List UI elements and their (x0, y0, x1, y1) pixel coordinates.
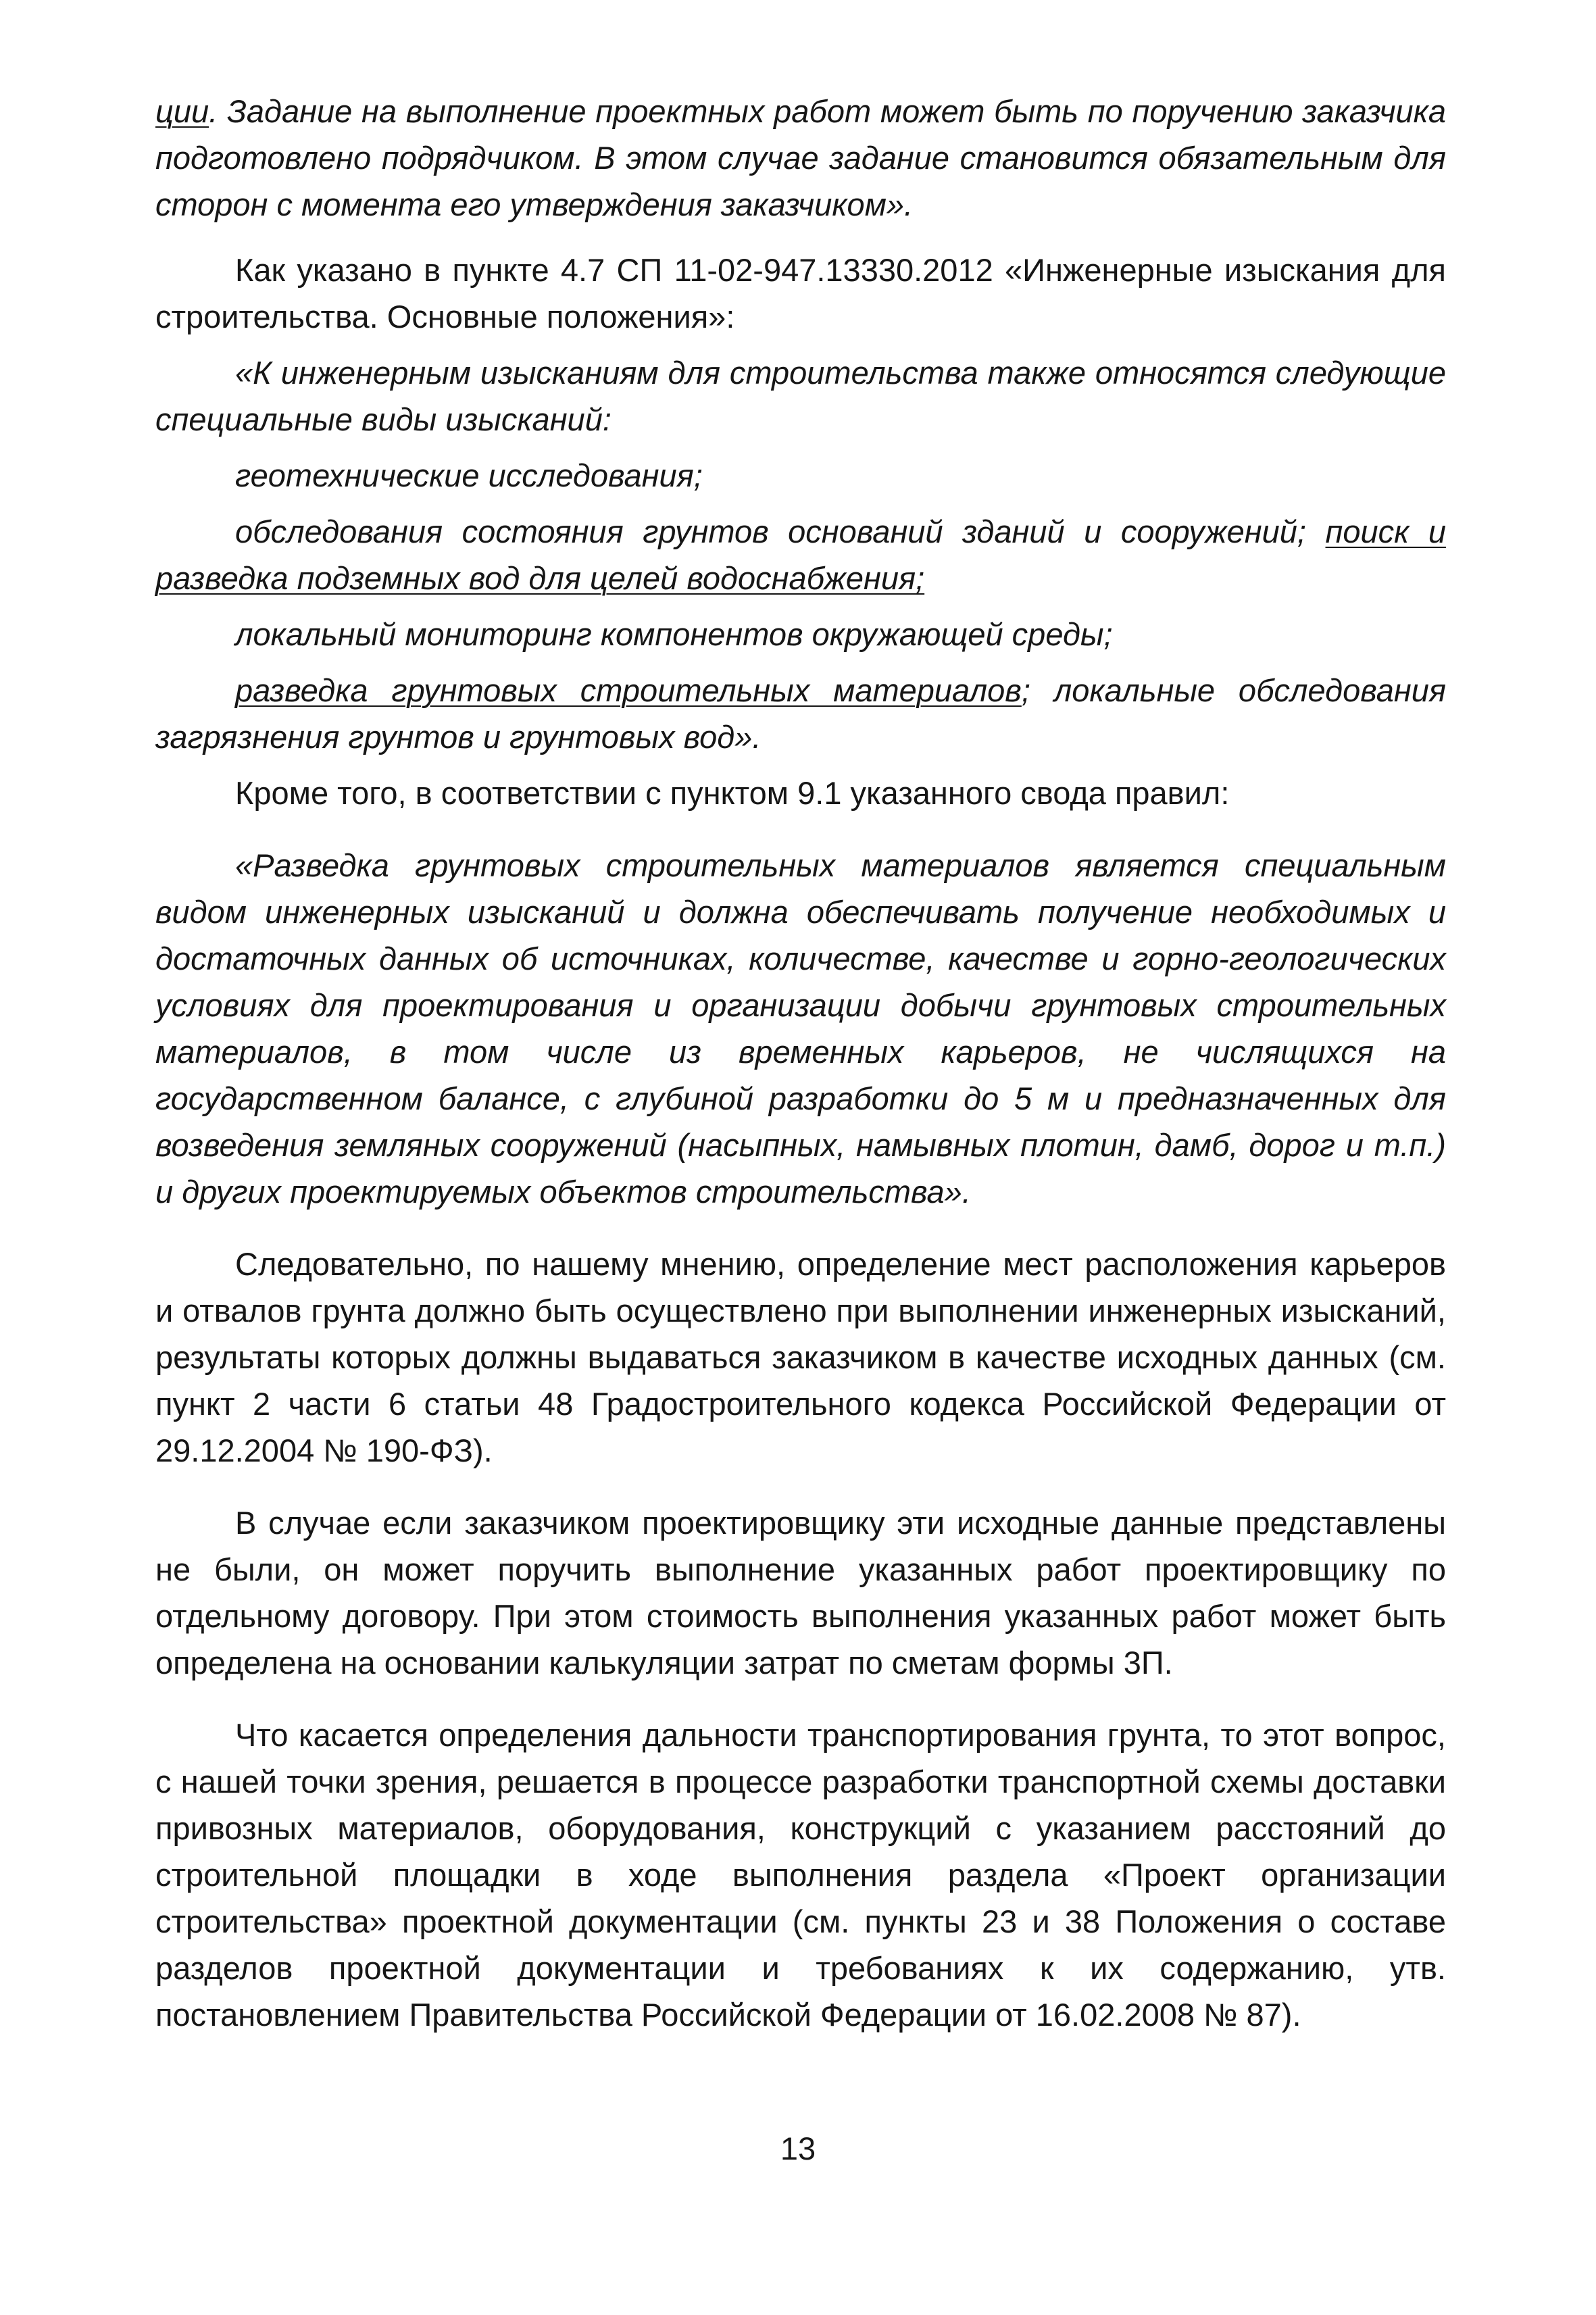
quote-item-soil-survey (155, 508, 1446, 601)
underlined-materials: разведка грунтовых строительных материалов (235, 672, 1022, 708)
continuation-paragraph (155, 88, 1446, 228)
rule-reference-paragraph: Кроме того, в соответствии с пунктом 9.1 указанного свода правил: (235, 775, 1230, 811)
page-number: 13 (780, 2131, 816, 2166)
quote-item-monitoring: локальный мониторинг компонентов окружающей среды; (235, 616, 1113, 652)
quote-item-soil-survey-text: обследования состояния грунтов оснований зданий и сооружений; (235, 514, 1326, 549)
quote-materials-definition: «Разведка грунтовых строительных материалов является специальным видом инженерных изысканий и должна обеспечивать получение необходимых и достаточных данных об источниках, количестве, качестве и горно-геологических условиях для проектирования и организации добычи грунтовых строительных материалов, в том числе из временных карьеров, не числящихся на государственном балансе, с глубиной разработки до 5 м и предназначенных для возведения земляных сооружений (насыпных, намывных плотин, дамб, дорог и т.п.) и других проектируемых объектов строительства». (155, 847, 1446, 1210)
contract-paragraph: В случае если заказчиком проектировщику эти исходные данные представлены не были, он может поручить выполнение указанных работ проектировщику по отдельному договору. При этом стоимость выполнения указанных работ может быть определена на основании калькуляции затрат по сметам формы 3П. (155, 1505, 1446, 1681)
document-page (155, 88, 1446, 2038)
conclusion-paragraph: Следовательно, по нашему мнению, определение мест расположения карьеров и отвалов грунта должно быть осуществлено при выполнении инженерных изысканий, результаты которых должны выдаваться заказчиком в качестве исходных данных (см. пункт 2 части 6 статьи 48 Градостроительного кодекса Российской Федерации от 29.12.2004 № 190-ФЗ). (155, 1246, 1446, 1468)
sp-reference-paragraph: Как указано в пункте 4.7 СП 11-02-947.13330.2012 «Инженерные изыскания для строительства. Основные положения»: (155, 252, 1446, 334)
quote-item-geotech: геотехнические исследования; (235, 457, 703, 493)
quote-item-materials (155, 667, 1446, 760)
underlined-groundwater: поиск и разведка подземных вод для целей водоснабжения; (155, 514, 1447, 596)
quote-item-materials-text: ; локальные обследования загрязнения грунтов и грунтовых вод». (155, 672, 1446, 755)
continuation-text: . Задание на выполнение проектных работ может быть по поручению заказчика подготовлено подрядчиком. В этом случае задание становится обязательным для сторон с момента его утверждения заказчиком». (155, 93, 1446, 222)
transport-paragraph: Что касается определения дальности транспортирования грунта, то этот вопрос, с нашей точки зрения, решается в процессе разработки транспортной схемы доставки привозных материалов, оборудования, конструкций с указанием расстояний до строительной площадки в ходе выполнения раздела «Проект организации строительства» проектной документации (см. пункты 23 и 38 Положения о составе разделов проектной документации и требованиях к их содержанию, утв. постановлением Правительства Российской Федерации от 16.02.2008 № 87). (155, 1717, 1446, 2033)
underlined-fragment: ции (155, 93, 209, 129)
quote-intro: «К инженерным изысканиям для строительства также относятся следующие специальные виды изысканий: (155, 355, 1446, 437)
